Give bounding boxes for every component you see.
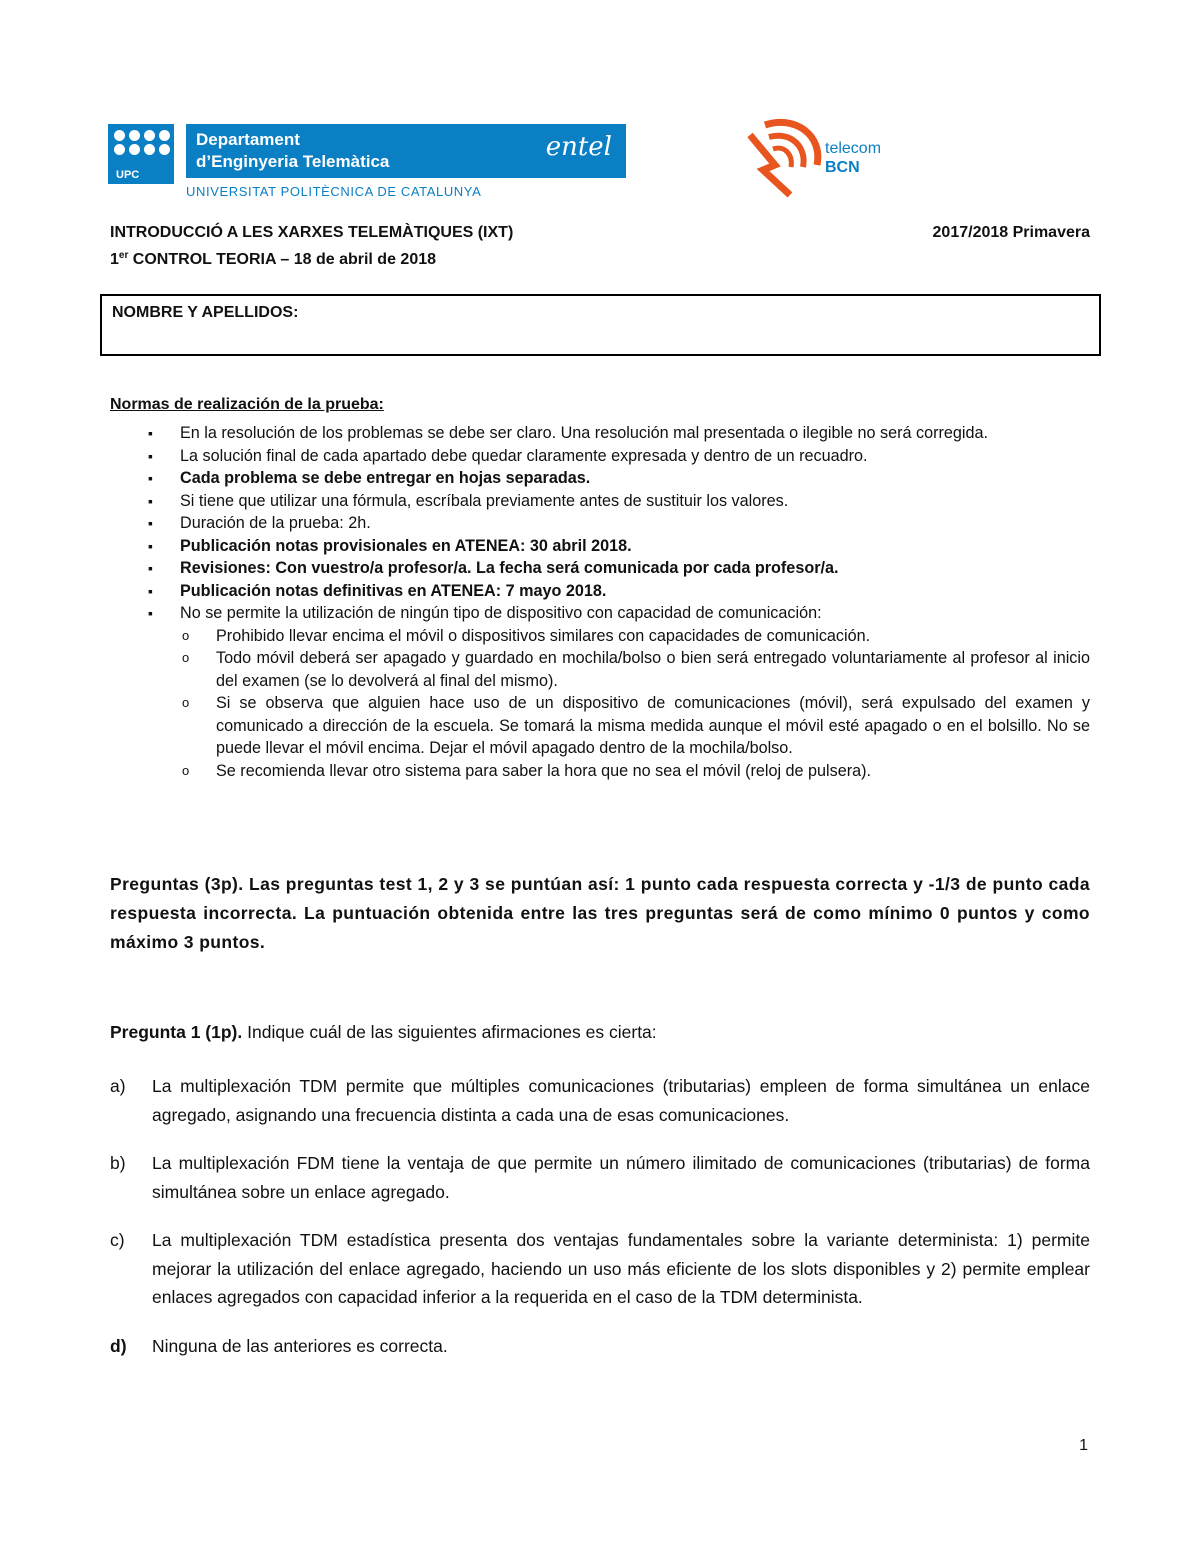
rule-item: ▪ Revisiones: Con vuestro/a profesor/a. La fecha será comunicada por cada profesor/a. xyxy=(148,557,1090,580)
rule-sub-item: o Si se observa que alguien hace uso de un dispositivo de comunicaciones (móvil), será expulsado del examen y comunicado a dirección de la escuela. Se tomará la misma medida aunque el móvil esté apagado o en el bolsillo. No se puede llevar el móvil encima. Dejar el móvil apagado dentro de la mochila/bolso. xyxy=(148,692,1090,760)
department-banner: Departament d’Enginyeria Telemàtica entel xyxy=(186,124,626,178)
option-a: a) La multiplexación TDM permite que múltiples comunicaciones (tributarias) empleen de forma simultánea un enlace agregado, asignando una frecuencia distinta a cada una de esas comunicaciones. xyxy=(110,1076,1090,1125)
rule-item: ▪ Publicación notas provisionales en ATENEA: 30 abril 2018. xyxy=(148,535,1090,558)
option-b: b) La multiplexación FDM tiene la ventaja de que permite un número ilimitado de comunicaciones (tributarias) de forma simultánea sobre un enlace agregado. xyxy=(110,1153,1090,1202)
rule-sub-item: o Se recomienda llevar otro sistema para saber la hora que no sea el móvil (reloj de pulsera). xyxy=(148,760,1090,783)
page-number: 1 xyxy=(1079,1437,1088,1454)
telecom-waves-icon xyxy=(745,115,825,197)
course-term: 2017/2018 Primavera xyxy=(932,224,1090,241)
university-name: UNIVERSITAT POLITÈCNICA DE CATALUNYA xyxy=(186,184,482,199)
control-title: 1er CONTROL TEORIA – 18 de abril de 2018 xyxy=(110,250,437,268)
name-field-box xyxy=(100,294,1101,356)
questions-intro: Preguntas (3p). Las preguntas test 1, 2 y 3 se puntúan así: 1 punto cada respuesta correcta y -1/3 de punto cada respuesta incorrecta. La puntuación obtenida entre las tres preguntas será de como mínimo 0 puntos y como máximo 3 puntos. xyxy=(110,874,1090,952)
rule-item: ▪ En la resolución de los problemas se debe ser claro. Una resolución mal presentada o ilegible no será corregida. xyxy=(148,422,1090,445)
rules-heading: Normas de realización de la prueba: xyxy=(110,396,384,413)
rules-list xyxy=(148,422,1090,782)
course-title: INTRODUCCIÓ A LES XARXES TELEMÀTIQUES (IXT) xyxy=(110,224,514,241)
rule-sub-item: o Prohibido llevar encima el móvil o dispositivos similares con capacidades de comunicación. xyxy=(148,625,1090,648)
entel-logo-text: entel xyxy=(545,132,612,162)
rule-item: ▪ Publicación notas definitivas en ATENEA: 7 mayo 2018. xyxy=(148,580,1090,603)
rule-sub-item: o Todo móvil deberá ser apagado y guardado en mochila/bolso o bien será entregado voluntariamente al profesor al inicio del examen (se lo devolverá al final del mismo). xyxy=(148,647,1090,692)
upc-entel-logo xyxy=(108,122,628,200)
name-label: NOMBRE Y APELLIDOS: xyxy=(112,304,299,321)
rule-item: ▪ Cada problema se debe entregar en hojas separadas. xyxy=(148,467,1090,490)
rule-item: ▪ La solución final de cada apartado debe quedar claramente expresada y dentro de un recuadro. xyxy=(148,445,1090,468)
rule-item: ▪ Duración de la prueba: 2h. xyxy=(148,512,1090,535)
option-d: d) Ninguna de las anteriores es correcta. xyxy=(110,1335,448,1356)
rule-item: ▪ No se permite la utilización de ningún tipo de dispositivo con capacidad de comunicación: xyxy=(148,602,1090,625)
question-1: Pregunta 1 (1p). Indique cuál de las siguientes afirmaciones es cierta: xyxy=(110,1022,657,1042)
rule-item: ▪ Si tiene que utilizar una fórmula, escríbala previamente antes de sustituir los valores. xyxy=(148,490,1090,513)
option-c: c) La multiplexación TDM estadística presenta dos ventajas fundamentales sobre la variante determinista: 1) permite mejorar la utilización del enlace agregado, haciendo un uso más eficiente de los slots disponibles y 2) permite emplear enlaces agregados con capacidad inferior a la requerida en el caso de la TDM determinista. xyxy=(110,1230,1090,1307)
telecom-bcn-logo: telecom BCN xyxy=(745,115,915,197)
upc-logo: UPC xyxy=(108,124,174,184)
question-1-options xyxy=(110,1072,1090,1380)
